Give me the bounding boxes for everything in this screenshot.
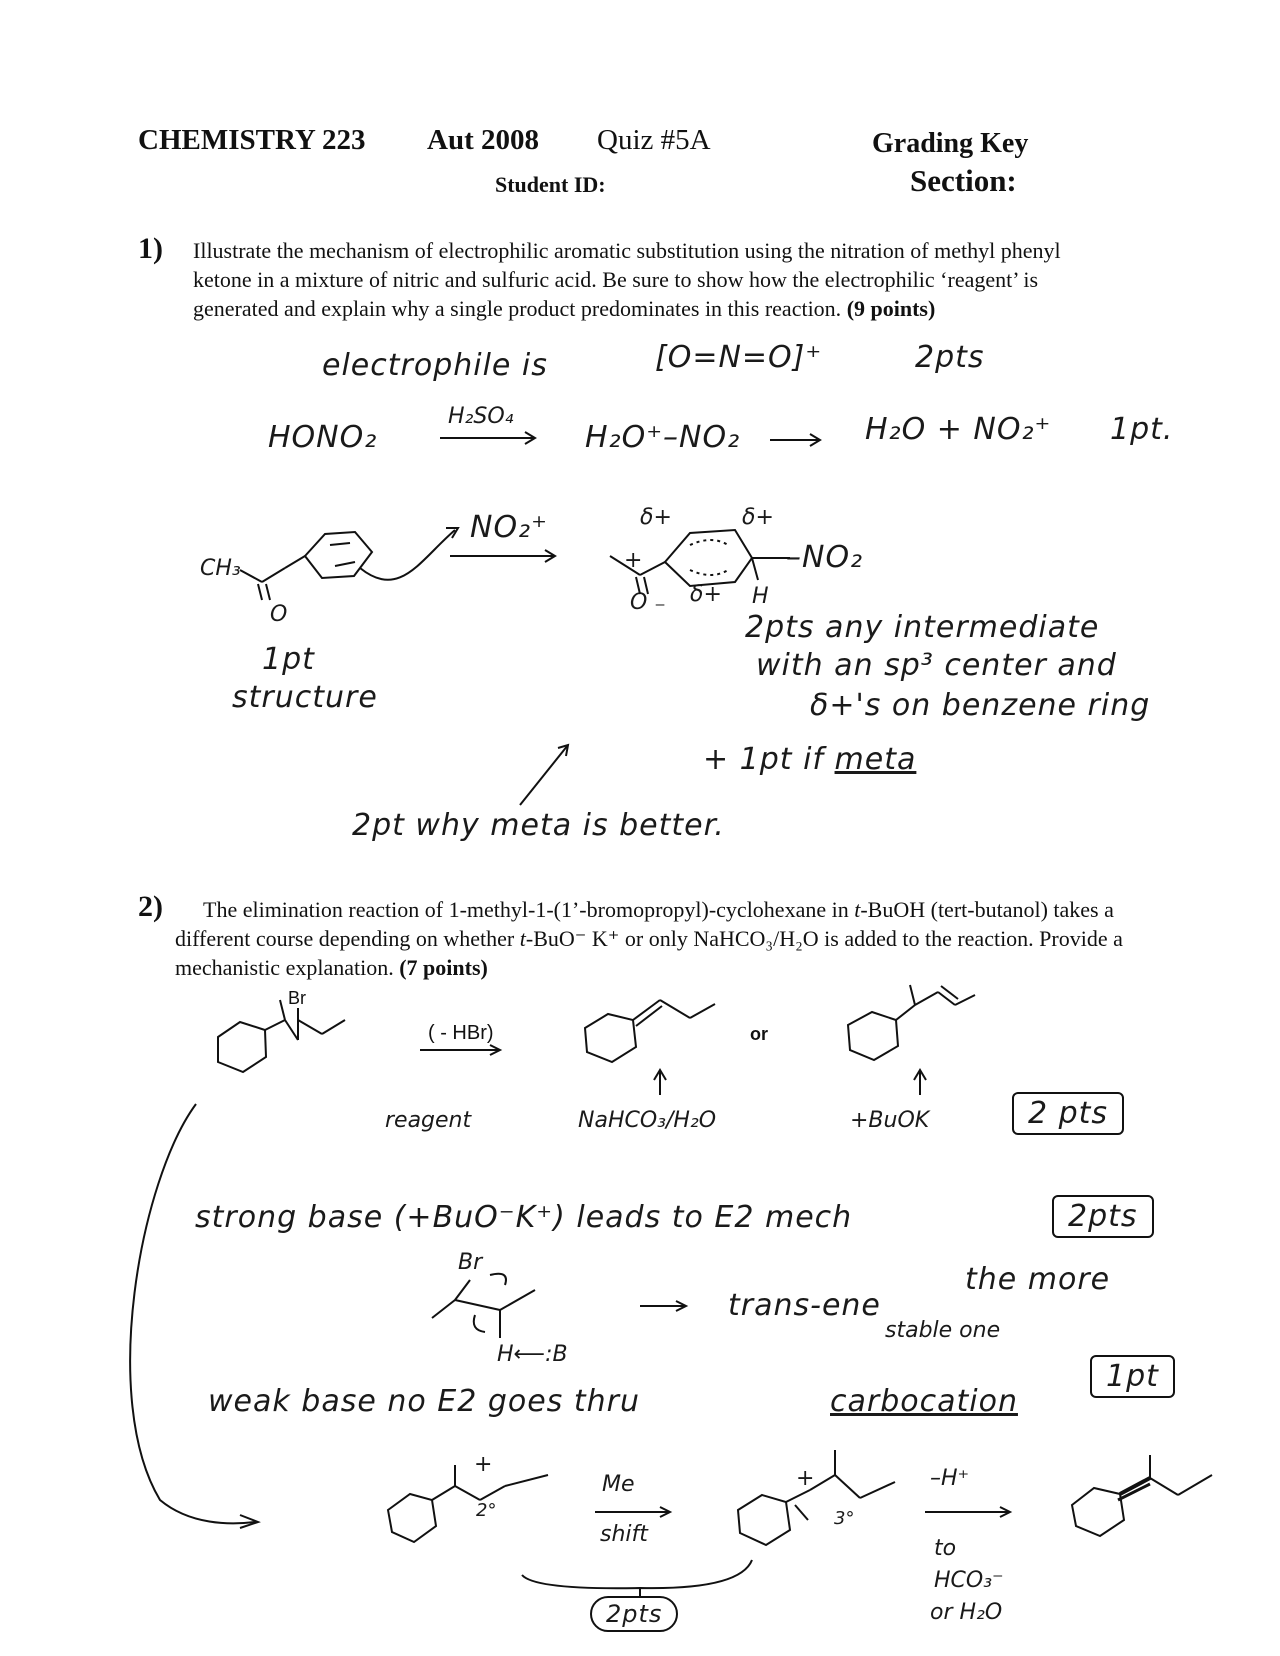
nitronium-products: H₂O + NO₂⁺ [865, 412, 1052, 447]
br-label: Br [288, 988, 306, 1008]
intermediate-no2: –NO₂ [786, 540, 864, 575]
delta-plus-2: δ+ [742, 505, 774, 530]
weak-base-path-arrowhead [240, 1515, 258, 1528]
me-label: Me [602, 1472, 635, 1497]
to-label: to [934, 1536, 957, 1561]
q1-body: Illustrate the mechanism of electrophilic aromatic substitution using the nitration of methyl phenyl ketone in a mixture of nitric and sulfuric acid. Be sure to show how the electrophilic ‘reagent’ is generated and explain why a single product predominates in this reaction. [193, 238, 1061, 321]
acyl-plus: + [624, 548, 643, 573]
product-a-structure [585, 1000, 715, 1062]
weak-base-path-arrow [130, 1104, 255, 1523]
q2-body-3: -BuO⁻ K⁺ or only NaHCO₃/H₂O is added to the reaction. Provide a mechanistic explanation. [175, 926, 1123, 980]
intermediate-note-3: δ+'s on benzene ring [810, 688, 1151, 723]
why-meta-arrow [520, 745, 568, 805]
cation-plus-1: + [474, 1452, 493, 1477]
hbr-label: ( - HBr) [428, 1022, 494, 1044]
intermediate-note-1: 2pts any intermediate [745, 610, 1100, 645]
br-handwritten: Br [458, 1250, 483, 1275]
or-label: or [750, 1024, 768, 1044]
ch3-label: CH₃ [200, 556, 241, 581]
product-b-structure [848, 985, 975, 1060]
strong-base-note: strong base (+BuO⁻K⁺) leads to E2 mech [195, 1200, 853, 1235]
tertiary-label: 3° [834, 1508, 855, 1529]
section-label: Section: [910, 163, 1017, 198]
q2-points: (7 points) [399, 955, 488, 980]
intermediate-note-2: with an sp³ center and [756, 648, 1117, 683]
secondary-label: 2° [476, 1500, 497, 1521]
structure-label: structure [232, 680, 378, 715]
h2so4-label: H₂SO₄ [448, 404, 514, 429]
acetophenone-structure [240, 532, 372, 600]
or-h2o-label: or H₂O [930, 1600, 1003, 1625]
why-meta-note: 2pt why meta is better. [352, 808, 725, 843]
q2-tbuo-italic: t [519, 926, 526, 951]
q2-number: 2) [138, 890, 163, 923]
starting-material-structure [218, 1000, 345, 1072]
minus-h-label: –H⁺ [930, 1466, 970, 1491]
meta-bonus-prefix: + 1pt if [703, 742, 824, 777]
protonated-nitric-acid: H₂O⁺–NO₂ [585, 420, 741, 455]
secondary-carbocation-structure [388, 1465, 548, 1542]
more-stable-2: stable one [885, 1318, 1001, 1343]
course-title: CHEMISTRY 223 [138, 124, 366, 156]
e2-sketch-structure [432, 1274, 535, 1338]
hco3-label: HCO₃⁻ [934, 1568, 1004, 1593]
delta-plus-1: δ+ [640, 505, 672, 530]
sp3-h-label: H [752, 584, 769, 609]
points-box-b: 2pts [1052, 1195, 1154, 1238]
shift-bracket [522, 1560, 752, 1588]
nahco3-label: NaHCO₃/H₂O [578, 1108, 717, 1133]
q1-number: 1) [138, 232, 163, 265]
q2-body-1: The elimination reaction of 1-methyl-1-(1’-bromopropyl)-cyclohexane in [203, 897, 855, 922]
q2-tbuoh-italic: t [854, 897, 861, 922]
nitronium-label: NO₂⁺ [470, 510, 548, 545]
reagent-label: reagent [385, 1108, 472, 1133]
q1-points: (9 points) [846, 296, 936, 321]
carbocation-label: carbocation [830, 1384, 1018, 1419]
trans-ene-label: trans-ene [728, 1288, 881, 1323]
grading-key-label: Grading Key [872, 128, 1029, 159]
tertiary-carbocation-structure [738, 1450, 895, 1545]
products-points: 1pt. [1110, 412, 1174, 447]
points-box-a: 2 pts [1012, 1092, 1124, 1135]
o-minus-label: O ₋ [630, 590, 666, 615]
delta-plus-3: δ+ [690, 582, 722, 607]
more-stable-1: the more [965, 1262, 1111, 1297]
hono2-label: HONO₂ [268, 420, 378, 455]
carbonyl-o-label: O [270, 602, 288, 627]
q2-body-2: -BuOH (tert-butanol) takes a different course depending on whether [175, 897, 1114, 951]
cation-plus-2: + [796, 1466, 815, 1491]
quiz-label: Quiz #5A [597, 124, 711, 156]
term-label: Aut 2008 [427, 124, 539, 156]
student-id-label: Student ID: [495, 172, 606, 197]
electrophile-points: 2pts [915, 340, 985, 375]
meta-word: meta [834, 742, 917, 777]
tbuok-label: +BuOK [850, 1108, 930, 1133]
points-oval-d: 2pts [590, 1596, 678, 1632]
shift-label: shift [600, 1522, 648, 1547]
final-alkene-structure [1072, 1455, 1212, 1536]
points-box-c: 1pt [1090, 1355, 1175, 1398]
h-base-label: H⟵:B [497, 1342, 568, 1367]
electrophile-formula: [O=N=O]⁺ [655, 340, 823, 375]
electrophile-label: electrophile is [322, 348, 548, 383]
sigma-complex-structure [610, 530, 790, 594]
weak-base-note: weak base no E2 goes thru [208, 1384, 640, 1419]
structure-points: 1pt [262, 642, 315, 677]
attack-curved-arrow [360, 530, 455, 580]
